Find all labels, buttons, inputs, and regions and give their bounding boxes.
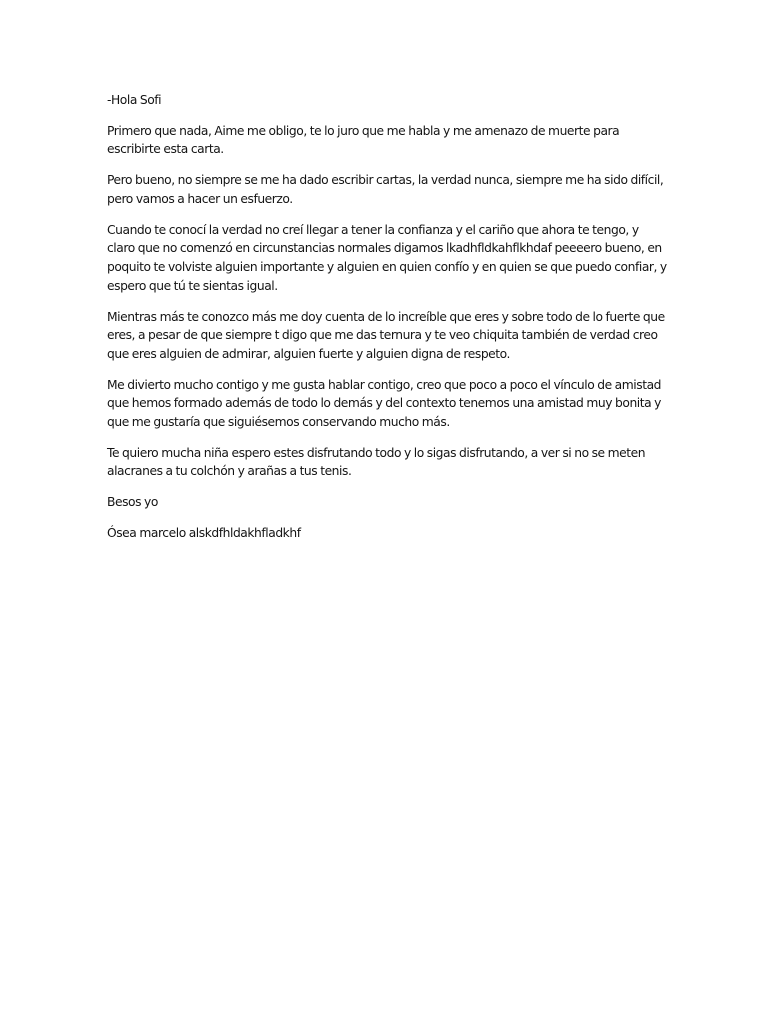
letter-paragraph-3: Cuando te conocí la verdad no creí llegar a tener la confianza y el cariño que ahora te tengo, y claro que no comenzó en circunstancias normales digamos lkadhfldkahflkhdaf peeeero bueno, en poquito te volviste alguien importante y alguien en quien confío y en quien se que puedo confiar, y espero que tú te sientas igual. <box>107 222 667 293</box>
letter-closing: Besos yo <box>107 495 158 510</box>
letter-signature: Ósea marcelo alskdfhldakhfladkhf <box>107 526 301 541</box>
letter-paragraph-2: Pero bueno, no siempre se me ha dado escribir cartas, la verdad nunca, siempre me ha sido difícil, pero vamos a hacer un esfuerzo. <box>107 173 664 206</box>
letter-paragraph-1: Primero que nada, Aime me obligo, te lo juro que me habla y me amenazo de muerte para escribirte esta carta. <box>107 123 620 157</box>
letter-paragraph-4: Mientras más te conozco más me doy cuenta de lo increíble que eres y sobre todo de lo fuerte que eres, a pesar de que siempre t digo que me das ternura y te veo chiquita también de verdad creo que eres alguien de admirar, alguien fuerte y alguien digna de respeto. <box>107 309 665 361</box>
letter-paragraph-5: Me divierto mucho contigo y me gusta hablar contigo, creo que poco a poco el vínculo de amistad que hemos formado además de todo lo demás y del contexto tenemos una amistad muy bonita y que me gustaría que siguiésemos conservando mucho más. <box>107 377 662 429</box>
letter-body <box>107 91 667 555</box>
letter-paragraph-6: Te quiero mucha niña espero estes disfrutando todo y lo sigas disfrutando, a ver si no se meten alacranes a tu colchón y arañas a tus tenis. <box>107 445 646 479</box>
letter-greeting: -Hola Sofi <box>107 93 162 107</box>
